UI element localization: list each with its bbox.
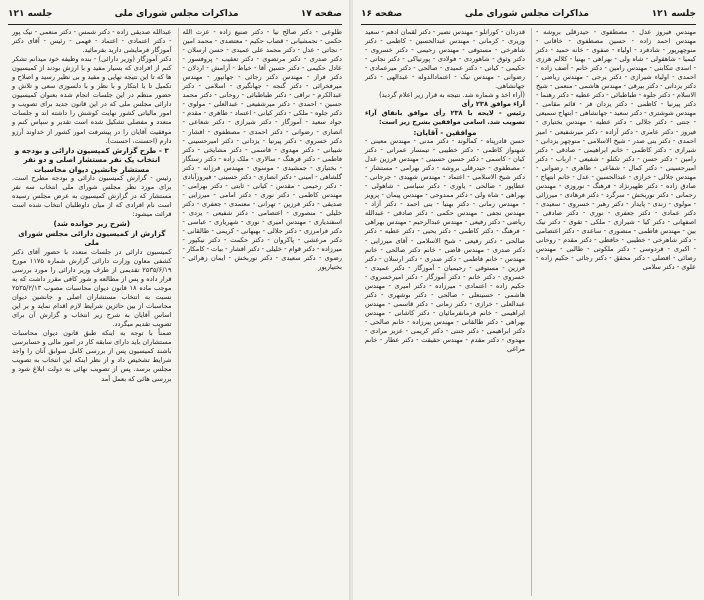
name-list: مهندس فیروز عدل - مصطفوی - حیدرقلی بروشه - مهندس احمد زاده - حسین مصطفوی - خاقانی - منوچهرپور - شادفرد - اولیاء - صفوی - خانه حمید - دکتر کیمیا - شاهقولی - شاه ولی - بهراهی - بهنیا - کلالم هرزی - اسدی تنکابنی - مهندس رامین - دکتر خانم - آصف زاده - احمدی - اولیاء شیرازی - دکتر یرجی - مهندس ریاضی - دکتر یزدانی - دکتر بیرقی - مهندس هاشمی - منعمی - شیخ الاسلام - دکتر جلوه - طباطبائی - دکتر عطیه - دکتر رهنما - دکتر پیرنیا - کاظمی - دکتر یزدان فر - قائم مقامی - مهندس شوشتری - دکتر سعید - جهانشاهی - ابتهاج سمیعی - جنتی - دکتر جلالی - دکتر عطیه - مهندس بختیاری - فیروز - دکتر عامری - دکتر آزاده - دکتر میرشفیعی - امیر احمدی - دکتر بنی صدر - شیخ الاسلامی - منوچهر یزدانی - شیرازی - دکتر کاظمی - خانم ابراهیمی - صادقی - دکتر رامین - دکتر حسن - دکتر تکنلو - شفیعی - ارباب - دکتر امیرحسینی - دکتر کمال - شفاعی - طاهری - رضوانی - مهندس جلالی - خرازی - عبدالحسین - عدل - خانم ابتهاج - صادق زاده - دکتر ظهیرنژاد - فرهنگ - نوروزی - مهندس رحمانی - دکتر نوربخش - سرگرد - دکتر فرهادی - میرزائی - مولوی - زندی - پایدار - دکتر رهبر - خسروی - سعیدی - دکتر عمادی - دکتر جعفری - نوری - دکتر صادقی - اصفهانی - دکتر کیا - شیرازی - ملکی - تقوی - دکتر نیک بین - مهندس فاطمی - منصوری - ساعدی - دکتر اعتصامی - دکتر شاهرخی - خطیبی - حافظی - دکتر مقدم - روحانی - اکبری - فردوسی - دکتر ملکوتی - طالبی - مهندس رضائی - افضلی - دکتر محقق - دکتر رجائی - حکیم زاده - علوی - دکتر سلامی bbox=[536, 28, 696, 272]
paragraph-report: کمیسیون دارائی در جلسات متعدد با حضور آقای دکتر کشفی معاون وزارت دارائی گزارش شماره ۱۱۷۵ مورخ ۲۵۳۵/۶/۱۹ تقدیمی از طرف وزیر دارائی را مورد بررسی قرار داده و پس از مطالعه و شور کافی مقرر داشت که به موجب ماده ۱۸ قانون دیوان محاسبات مصوب ۲۵۳۵/۲/۱۳ نسبت به انتخاب مستشاران اصلی و جانشین دیوان محاسبات از بین حائزین شرایط لازم اقدام نماید و بر این اساس آقایان به شرح زیر انتخاب و گزارش آن برای تصویب تقدیم میگردد. bbox=[12, 247, 172, 329]
page-number: صفحه ۱۶ bbox=[361, 9, 403, 19]
paragraph-president: رئیس - گزارش کمیسیون دارائی و بودجه مطرح است. برای مورد نظر مجلس شورای ملی انتخاب سه نفر مستشار که در گزارش کمیسیون به عرض مجلس رسیده است نام افرادی که از میان داوطلبان انتخاب شده است قرائت میشود: bbox=[12, 174, 172, 219]
name-list-top: قدردان - کورانلو - مهندس نصیر - دکتر لقمان ادهم - سعید وزیری - کرمانی - مهندس عبدالحسین - کاظمی - دکتر شاهرخی - مستوفی - مهندس رحیمی - دکتر خسروی - دکتر وثوق - شاهوردی - فولادی - پورنیاکی - دکتر نجاتی - حکیمی - کیانی - دکتر عمیدی - صالحی - دکتر میرعمادی - رضوانی - مهندس نیک - اعتمادالدوله - عبدالهی - دکتر جهانشاهی. bbox=[365, 28, 525, 91]
paragraph-minister-speech: دکتر آموزگار (وزیر دارائی) - بنده وظیفه خود میدانم تشکر کنم از افرادی که بسیار مفید و با ارزش بودند از کمیسیون ها که تا این نتیجه نهایی و مفید و بی نظیر رسید و اصلاح و تکمیل تا با ابتکار و با نظر و با دلسوزی سعی و تلاش و حضور منظم در این جلسات انجام شده بعنوان کمیسیون دارائی مجلس ملی که در این قانون جدید برای تصویب و امور مالیاتی کشور نهایت کوشش را داشته اند و جلسات متعدد و مفصلی تشکیل شده است تقدیر و سپاس کنم و موفقیت آقایان را در پیشرفت امور کشور از خداوند آرزو دارم (احسنت، احسنت). bbox=[12, 55, 172, 145]
vote-result: رئیس - لایحه با ۲۳۸ رأی موافق باتفاق آراء تصویب شد. اسامی موافقین بشرح زیر است: bbox=[365, 109, 525, 127]
paragraph-intro: عبدالله صدیقی زاده - دکتر شمس - دکتر منعمی - نیک پور - دکتر اعتمادی - اعتماد - فهمی - رئیس - آقای دکتر آموزگار فرمایشی دارید بفرمائید. bbox=[12, 28, 172, 55]
column-left bbox=[361, 28, 525, 596]
session-label: جلسه ۱۲۱ bbox=[651, 9, 696, 19]
name-list: طلوعی - دکتر صالح نیا - دکتر صنیع زاده - عزت الله حکمی - نجمشیانی - قصاب حکیم - معتضدی - محمد امین - نجاتی - عدل - دکتر محمد علی عمیدی - حسن ارسلان - دکتر صدری - دکتر مرتضوی - دکتر تعقیب - پروفسور - عادل حکیمی - دکتر حسین آقا - خیاط - آرامش - اردلان - دکتر فراز - مهندس دکتر رجائی - جهانپور - مهندس میرفخرائی - دکتر گنجه - جهانگیری - اسلامی - دکتر عبدالکرم - نراقی - دکتر طباطبائی - روحانی - دکتر محمد حسین - احمدی - دکتر میرشفیعی - عبدالعلی - مولوی - دکتر جلوه - ملکی - دکتر کیانی - اعتماد - طاهری - مقدم - جواد سعید - آموزگار - دکتر شیرازی - دکتر شعاعی - انصاری - رضوانی - دکتر احمدی - مصطفوی - افشار - دکتر خسروی - دکتر پیرنیا - یزدانی - دکتر امیرحسینی - شیبانی - دکتر مهدوی - قاسمی - دکتر مشایخی - دکتر فاطمی - دکتر فرهنگ - سالاری - ملک زاده - دکتر رستگار - بختیاری - جمشیدی - موسوی - مهندس فرزانه - دکتر گلشاهی - امینی - دکتر انصاری - دکتر حسینی - فیروزآبادی - دکتر رحیمی - مقدس - کیانی - ثابتی - دکتر بهرامی - مهندس کاظمی - دکتر نوری - دکتر امامی - میرزایی - صدیقی - دکتر فرزین - تهرانی - معتمدی - جعفری - دکتر خلیلی - منصوری - اعتصامی - دکتر شفیعی - یزدی - اسفندیاری - مهندس امیری - نوری - شهریاری - عباسی - دکتر فرامرزی - دکتر جلالی - بهبهانی - کریمی - طالقانی - دکتر مرعشی - پاکروان - دکتر حکمت - دکتر نیکپور - میرزاده - دکتر قوام - خلیلی - دکتر افشار - بیات - کامکار - رضوی - دکتر سعیدی - دکتر نوربخش - ایمان زهرائی - بختیارپور bbox=[182, 28, 342, 272]
column-right bbox=[531, 28, 696, 596]
column-left bbox=[8, 28, 172, 596]
session-label: جلسه ۱۲۱ bbox=[8, 9, 53, 19]
running-title: مذاکرات مجلس شورای ملی bbox=[464, 9, 589, 19]
paragraph-report-cont: ضمناً با توجه به اینکه طبق قانون دیوان محاسبات مستشاران باید دارای سابقه کار در امور مالی و حسابرسی باشند کمیسیون پس از بررسی کامل سوابق آنان را واجد شرایط تشخیص داد و از نظر اینکه این انتخاب به تصویب مجلس برسد. پس از تصویب نهائی به دولت ابلاغ شود و بررسی هائی که بعمل آمد bbox=[12, 329, 172, 383]
note-read: (شرح زیر خوانده شد) bbox=[53, 219, 131, 229]
page-number: صفحه ۱۷ bbox=[300, 9, 342, 19]
left-page-columns bbox=[8, 28, 342, 596]
right-page-header bbox=[361, 4, 696, 25]
right-page bbox=[353, 0, 704, 600]
report-title: گزارش از کمیسیون دارائی مجلس شورای ملی bbox=[18, 228, 166, 248]
section-heading: موافقین - آقایان: bbox=[413, 127, 477, 137]
section-heading: ۳ - طرح گزارش کمیسیون دارائی و بودجه و انتخاب یک نفر مستشار اصلی و دو نفر مستشار جانشین دیوان محاسبات bbox=[14, 145, 169, 174]
right-page-columns bbox=[361, 28, 696, 596]
running-title: مذاکرات مجلس شورای ملی bbox=[114, 9, 239, 19]
left-page bbox=[0, 0, 351, 600]
name-list-body: حسن قادرپناه - کمالوند - دکتر مدنی - مهندس معینی - شهنواز کاظمی - دکتر خطیبی - تیمسار عمرانی - دکتر کیان - کاسمی - دکتر حسین حسینی - مهندس فرزین عدل - مصطفوی - حیدرقلی بروشه - دکتر بهرامی - مستشار - دکتر شیخ الاسلامی - اعتماد - مهندس شهیدی - جرجانی - عطاپور - صالحی - یاوری - دکتر سیاسی - شاهولی - بهراهی - شاه ولی - دکتر ممدوحی - مهندس پیمان - پرویز - مهندس زمانی - دکتر بهنیا - بنی احمد - دکتر آزاد - مهندس نجفی - مهندس حکمی - دکتر صادقی - عبدالله ریاضی - دکتر رفیعی - مهندس عبدالرحیم - مهندس بهراهی - فرهنگ - دکتر کاظمی - دکتر یحیی - دکتر عطیه - دکتر صالحی - دکتر رفیعی - شیخ الاسلامی - آقای میرزایی - دکتر صدری - مهندس قاضی - خانم دکتر صالحی - خانم مهندس - خانم فاطمی - دکتر صدری - دکتر ارسلان - دکتر فرزین - مستوفی - رحیمیان - آموزگار - دکتر عمیدی - خسروی - دکتر خانم - دکتر آموزگار - دکتر امیرخسروی - حکیم زاده - اعتمادی - میرزاده - دکتر امیری - مهندس هاشمی - حسینعلی - صالحی - دکتر بوشهری - دکتر عبدالعلی - خرازی - دکتر زمانی - دکتر قاسمی - مهندس ابراهیمی - خانم فرمانفرمائیان - دکتر کاشانی - مهندس بهراهی - دکتر طالقانی - مهندس پیرزاده - خانم صالحی - دکتر ابراهیمی - دکتر جنتی - دکتر کریمی - عزیز مرادی - مهدوی - دکتر مقدم - مهندس حقیقت - دکتر عطار - خانم مراغی bbox=[365, 137, 525, 354]
vote-count: آراء موافق ۲۳۸ رأی bbox=[461, 100, 525, 109]
left-page-header bbox=[8, 4, 342, 25]
vote-note: (آراء اخذ و شماره شد. نتیجه به قرار زیر اعلام گردید) bbox=[379, 91, 525, 100]
column-right bbox=[178, 28, 343, 596]
